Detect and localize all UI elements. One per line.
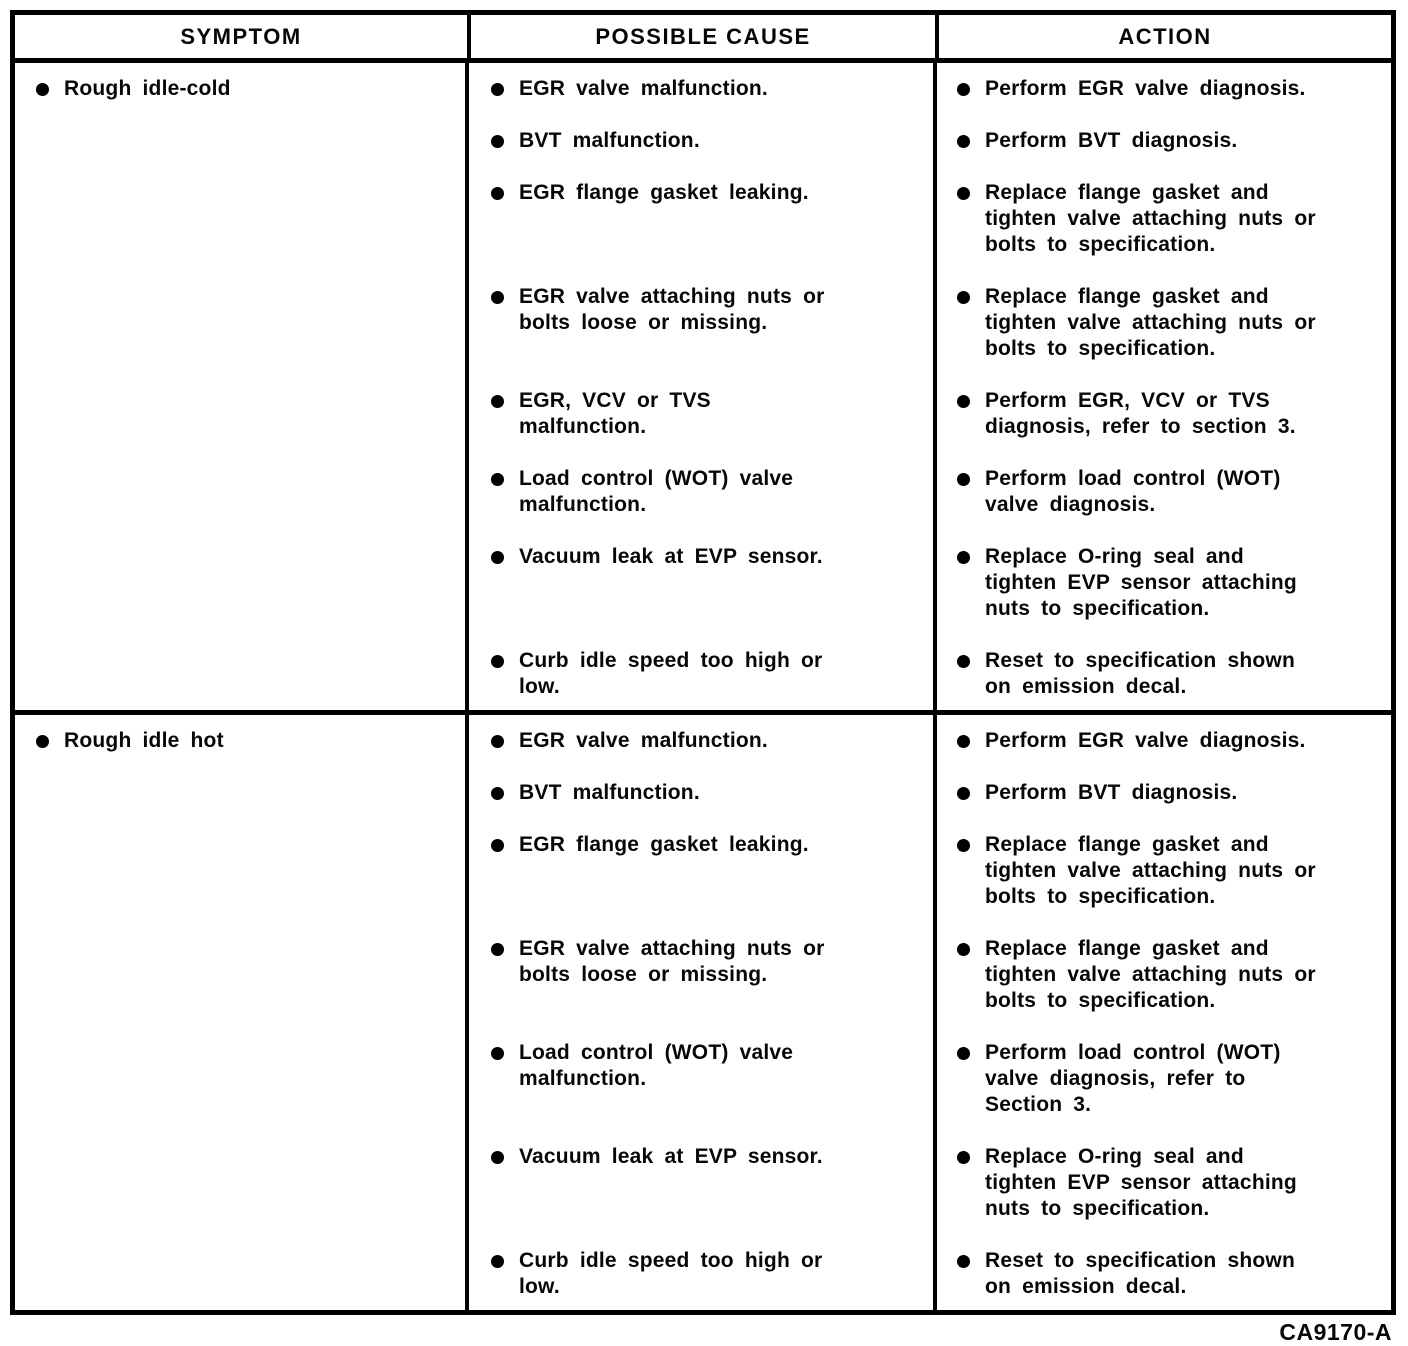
action-text: Replace flange gasket and tighten valve attaching nuts or bolts to specification. bbox=[985, 833, 1316, 908]
bullet-icon bbox=[957, 291, 970, 304]
column-divider bbox=[465, 63, 469, 710]
action-item bbox=[935, 1248, 1391, 1300]
cause-text: EGR flange gasket leaking. bbox=[519, 181, 809, 204]
cause-item bbox=[467, 544, 935, 622]
action-item bbox=[935, 780, 1391, 806]
action-text: Perform load control (WOT) valve diagnosis. bbox=[985, 467, 1281, 516]
action-item bbox=[935, 388, 1391, 440]
cause-text: Vacuum leak at EVP sensor. bbox=[519, 1145, 823, 1168]
cause-text: EGR valve malfunction. bbox=[519, 729, 768, 752]
cause-text: Curb idle speed too high or low. bbox=[519, 1249, 823, 1298]
bullet-icon bbox=[491, 1255, 504, 1268]
cause-text: EGR flange gasket leaking. bbox=[519, 833, 809, 856]
bullet-icon bbox=[491, 473, 504, 486]
cause-text: BVT malfunction. bbox=[519, 129, 700, 152]
bullet-icon bbox=[491, 1047, 504, 1060]
cause-item bbox=[467, 76, 935, 102]
cause-text: BVT malfunction. bbox=[519, 781, 700, 804]
bullet-icon bbox=[491, 551, 504, 564]
action-item bbox=[935, 76, 1391, 102]
action-text: Perform BVT diagnosis. bbox=[985, 781, 1238, 804]
action-text: Replace O-ring seal and tighten EVP sensor attaching nuts to specification. bbox=[985, 545, 1297, 620]
action-item bbox=[935, 1040, 1391, 1118]
cause-item bbox=[467, 180, 935, 258]
bullet-icon bbox=[957, 1047, 970, 1060]
bullet-icon bbox=[957, 839, 970, 852]
cause-item bbox=[467, 1144, 935, 1222]
action-item bbox=[935, 544, 1391, 622]
bullet-icon bbox=[491, 291, 504, 304]
action-text: Reset to specification shown on emission decal. bbox=[985, 649, 1295, 698]
cause-item bbox=[467, 466, 935, 518]
action-item bbox=[935, 466, 1391, 518]
bullet-icon bbox=[957, 135, 970, 148]
action-item bbox=[935, 728, 1391, 754]
symptom-item bbox=[15, 728, 467, 1300]
header-cell-symptom: SYMPTOM bbox=[180, 24, 302, 49]
cause-item bbox=[467, 728, 935, 754]
action-item bbox=[935, 1144, 1391, 1222]
bullet-icon bbox=[491, 187, 504, 200]
cause-item bbox=[467, 388, 935, 440]
cause-item bbox=[467, 128, 935, 154]
column-divider bbox=[933, 63, 937, 710]
action-text: Reset to specification shown on emission decal. bbox=[985, 1249, 1295, 1298]
bullet-icon bbox=[491, 839, 504, 852]
bullet-icon bbox=[957, 787, 970, 800]
bullet-icon bbox=[36, 83, 49, 96]
action-item bbox=[935, 128, 1391, 154]
bullet-icon bbox=[957, 551, 970, 564]
bullet-icon bbox=[36, 735, 49, 748]
bullet-icon bbox=[957, 655, 970, 668]
symptom-diagnosis-table bbox=[10, 10, 1396, 1315]
cause-text: Vacuum leak at EVP sensor. bbox=[519, 545, 823, 568]
column-divider bbox=[465, 715, 469, 1310]
column-divider bbox=[933, 715, 937, 1310]
bullet-icon bbox=[491, 735, 504, 748]
bullet-icon bbox=[491, 395, 504, 408]
cause-text: Curb idle speed too high or low. bbox=[519, 649, 823, 698]
table-header-row bbox=[15, 15, 1391, 63]
figure-code: CA9170-A bbox=[1279, 1319, 1392, 1345]
cause-item bbox=[467, 832, 935, 910]
bullet-icon bbox=[957, 83, 970, 96]
action-text: Perform EGR valve diagnosis. bbox=[985, 77, 1306, 100]
table-row-rough-idle-cold bbox=[15, 63, 1391, 710]
header-cell-possible-cause: POSSIBLE CAUSE bbox=[467, 15, 935, 58]
action-text: Perform EGR valve diagnosis. bbox=[985, 729, 1306, 752]
cause-text: EGR valve attaching nuts or bolts loose or missing. bbox=[519, 937, 825, 986]
symptom-text: Rough idle hot bbox=[64, 729, 224, 752]
bullet-icon bbox=[957, 473, 970, 486]
cause-item bbox=[467, 648, 935, 700]
bullet-icon bbox=[957, 1151, 970, 1164]
symptom-item bbox=[15, 76, 467, 700]
action-text: Replace flange gasket and tighten valve attaching nuts or bolts to specification. bbox=[985, 181, 1316, 256]
bullet-icon bbox=[957, 395, 970, 408]
cause-item bbox=[467, 780, 935, 806]
bullet-icon bbox=[491, 1151, 504, 1164]
cause-item bbox=[467, 1248, 935, 1300]
header-cell-action: ACTION bbox=[935, 15, 1391, 58]
cause-text: Load control (WOT) valve malfunction. bbox=[519, 467, 794, 516]
action-text: Perform EGR, VCV or TVS diagnosis, refer to section 3. bbox=[985, 389, 1296, 438]
cause-text: EGR, VCV or TVS malfunction. bbox=[519, 389, 711, 438]
cause-text: EGR valve malfunction. bbox=[519, 77, 768, 100]
bullet-icon bbox=[957, 1255, 970, 1268]
action-text: Replace flange gasket and tighten valve attaching nuts or bolts to specification. bbox=[985, 937, 1316, 1012]
action-item bbox=[935, 648, 1391, 700]
symptom-text: Rough idle-cold bbox=[64, 77, 231, 100]
bullet-icon bbox=[491, 787, 504, 800]
bullet-icon bbox=[957, 943, 970, 956]
bullet-icon bbox=[491, 135, 504, 148]
action-item bbox=[935, 180, 1391, 258]
bullet-icon bbox=[491, 83, 504, 96]
cause-item bbox=[467, 936, 935, 1014]
action-text: Perform BVT diagnosis. bbox=[985, 129, 1238, 152]
action-text: Replace O-ring seal and tighten EVP sensor attaching nuts to specification. bbox=[985, 1145, 1297, 1220]
bullet-icon bbox=[491, 655, 504, 668]
cause-item bbox=[467, 284, 935, 362]
cause-text: Load control (WOT) valve malfunction. bbox=[519, 1041, 794, 1090]
cause-item bbox=[467, 1040, 935, 1118]
bullet-icon bbox=[491, 943, 504, 956]
bullet-icon bbox=[957, 735, 970, 748]
action-text: Replace flange gasket and tighten valve attaching nuts or bolts to specification. bbox=[985, 285, 1316, 360]
cause-text: EGR valve attaching nuts or bolts loose or missing. bbox=[519, 285, 825, 334]
action-item bbox=[935, 936, 1391, 1014]
bullet-icon bbox=[957, 187, 970, 200]
table-row-rough-idle-hot bbox=[15, 710, 1391, 1310]
action-item bbox=[935, 832, 1391, 910]
manual-page bbox=[0, 10, 1408, 1345]
action-text: Perform load control (WOT) valve diagnosis, refer to Section 3. bbox=[985, 1041, 1281, 1116]
action-item bbox=[935, 284, 1391, 362]
